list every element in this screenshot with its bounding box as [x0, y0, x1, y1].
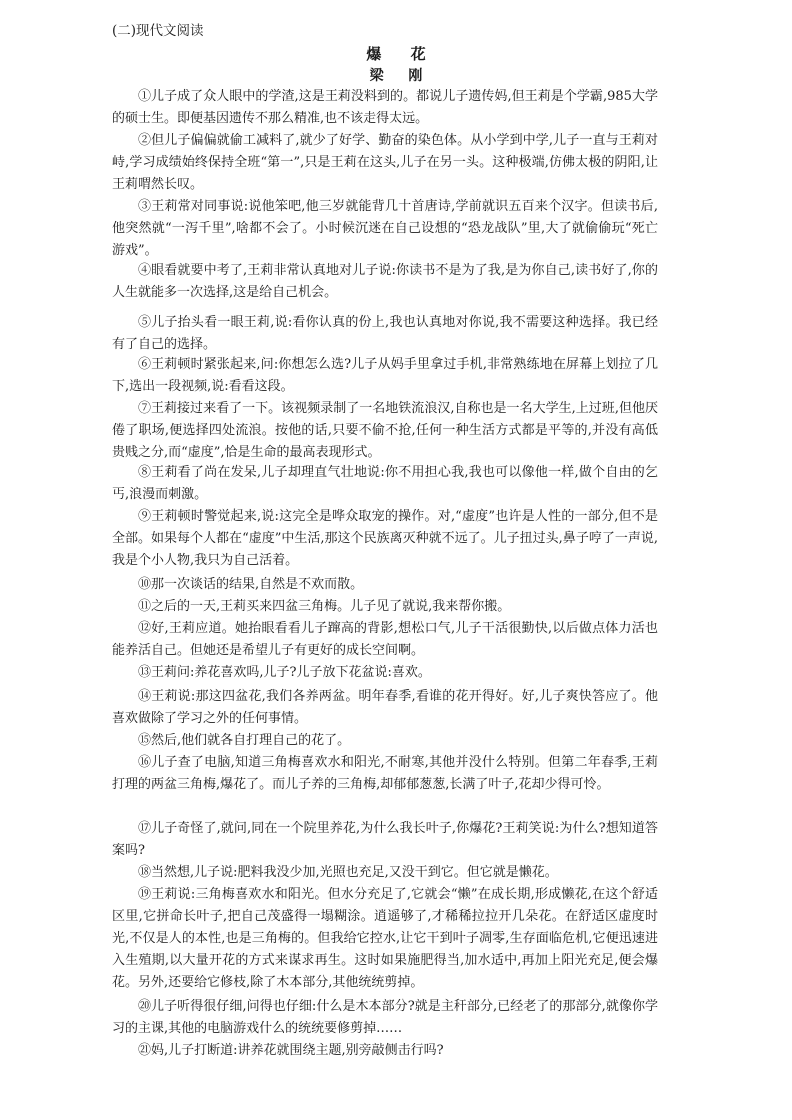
- paragraph-20: ⑳儿子听得很仔细,问得也仔细:什么是木本部分?就是主秆部分,已经老了的那部分,就像你学习的主课,其他的电脑游戏什么的统统要修剪掉……: [112, 999, 658, 1036]
- paragraph-1: ①儿子成了众人眼中的学渣,这是王莉没料到的。都说儿子遗传妈,但王莉是个学霸,985大学的硕士生。即便基因遗传不那么精准,也不该走得太远。: [112, 89, 658, 126]
- paragraph-9: ⑨王莉顿时警觉起来,说:这完全是哗众取宠的操作。对,“虚度”也许是人性的一部分,但不是全部。如果每个人都在“虚度”中生活,那这个民族离灭种就不远了。儿子扭过头,鼻子哼了一声说,我是个小人物,我只为自己活着。: [112, 509, 658, 568]
- paragraph-6: ⑥王莉顿时紧张起来,问:你想怎么选?儿子从妈手里拿过手机,非常熟练地在屏幕上划拉了几下,选出一段视频,说:看看这段。: [112, 357, 658, 394]
- paragraph-19: ⑲王莉说:三角梅喜欢水和阳光。但水分充足了,它就会“懒”在成长期,形成懒花,在这个舒适区里,它拼命长叶子,把自己茂盛得一塌糊涂。逍遥够了,才稀稀拉拉开几朵花。在舒适区虚度时光,不仅是人的本性,也是三角梅的。但我给它控水,让它干到叶子凋零,生存面临危机,它便迅速进入生殖期,以大量开花的方式来谋求再生。这时如果施肥得当,加水适中,再加上阳光充足,便会爆花。另外,还要给它修枝,除了木本部分,其他统统剪掉。: [112, 887, 658, 990]
- paragraph-18: ⑱当然想,儿子说:肥料我没少加,光照也充足,又没干到它。但它就是懒花。: [138, 865, 558, 880]
- paragraph-16: ⑯儿子查了电脑,知道三角梅喜欢水和阳光,不耐寒,其他并没什么特别。但第二年春季,王莉打理的两盆三角梅,爆花了。而儿子养的三角梅,却郁郁葱葱,长满了叶子,花却少得可怜。: [112, 755, 658, 792]
- paragraph-17: ⑰儿子奇怪了,就问,同在一个院里养花,为什么我长叶子,你爆花?王莉笑说:为什么?想知道答案吗?: [112, 821, 658, 858]
- paragraph-11: ⑪之后的一天,王莉买来四盆三角梅。儿子见了就说,我来帮你搬。: [138, 599, 511, 614]
- section-heading: (二)现代文阅读: [112, 23, 204, 39]
- article-author: 梁 刚: [369, 68, 433, 84]
- paragraph-13: ⑬王莉问:养花喜欢吗,儿子?儿子放下花盆说:喜欢。: [138, 665, 431, 680]
- paragraph-14: ⑭王莉说:那这四盆花,我们各养两盆。明年春季,看谁的花开得好。好,儿子爽快答应了。他喜欢做除了学习之外的任何事情。: [112, 689, 658, 726]
- paragraph-7: ⑦王莉接过来看了一下。该视频录制了一名地铁流浪汉,自称也是一名大学生,上过班,但他厌倦了职场,便选择四处流浪。按他的话,只要不偷不抢,任何一种生活方式都是平等的,并没有高低贵贱之分,而“虚度”,恰是生命的最高表现形式。: [112, 401, 658, 460]
- paragraph-3: ③王莉常对同事说:说他笨吧,他三岁就能背几十首唐诗,学前就识五百来个汉字。但读书后,他突然就“一泻千里”,啥都不会了。小时候沉迷在自己设想的“恐龙战队”里,大了就偷偷玩“死亡游戏”。: [112, 199, 658, 258]
- paragraph-8: ⑧王莉看了尚在发呆,儿子却理直气壮地说:你不用担心我,我也可以像他一样,做个自由的乞丐,浪漫而刺激。: [112, 465, 658, 502]
- paragraph-4: ④眼看就要中考了,王莉非常认真地对儿子说:你读书不是为了我,是为你自己,读书好了,你的人生就能多一次选择,这是给自己机会。: [112, 263, 658, 300]
- paragraph-15: ⑮然后,他们就各自打理自己的花了。: [138, 733, 351, 748]
- paragraph-21: ㉑妈,儿子打断道:讲养花就围绕主题,别旁敲侧击行吗?: [138, 1043, 444, 1058]
- paragraph-12: ⑫好,王莉应道。她抬眼看看儿子蹿高的背影,想松口气,儿子干活很勤快,以后做点体力活也能养活自己。但她还是希望儿子有更好的成长空间啊。: [112, 621, 658, 658]
- article-title: 爆 花: [366, 45, 438, 63]
- paragraph-2: ②但儿子偏偏就偷工减料了,就少了好学、勤奋的染色体。从小学到中学,儿子一直与王莉对峙,学习成绩始终保持全班“第一”,只是王莉在这头,儿子在另一头。这种极端,仿佛太极的阴阳,让王莉喟然长叹。: [112, 133, 658, 192]
- paragraph-10: ⑩那一次谈话的结果,自然是不欢而散。: [138, 577, 364, 592]
- paragraph-5: ⑤儿子抬头看一眼王莉,说:看你认真的份上,我也认真地对你说,我不需要这种选择。我已经有了自己的选择。: [112, 315, 658, 352]
